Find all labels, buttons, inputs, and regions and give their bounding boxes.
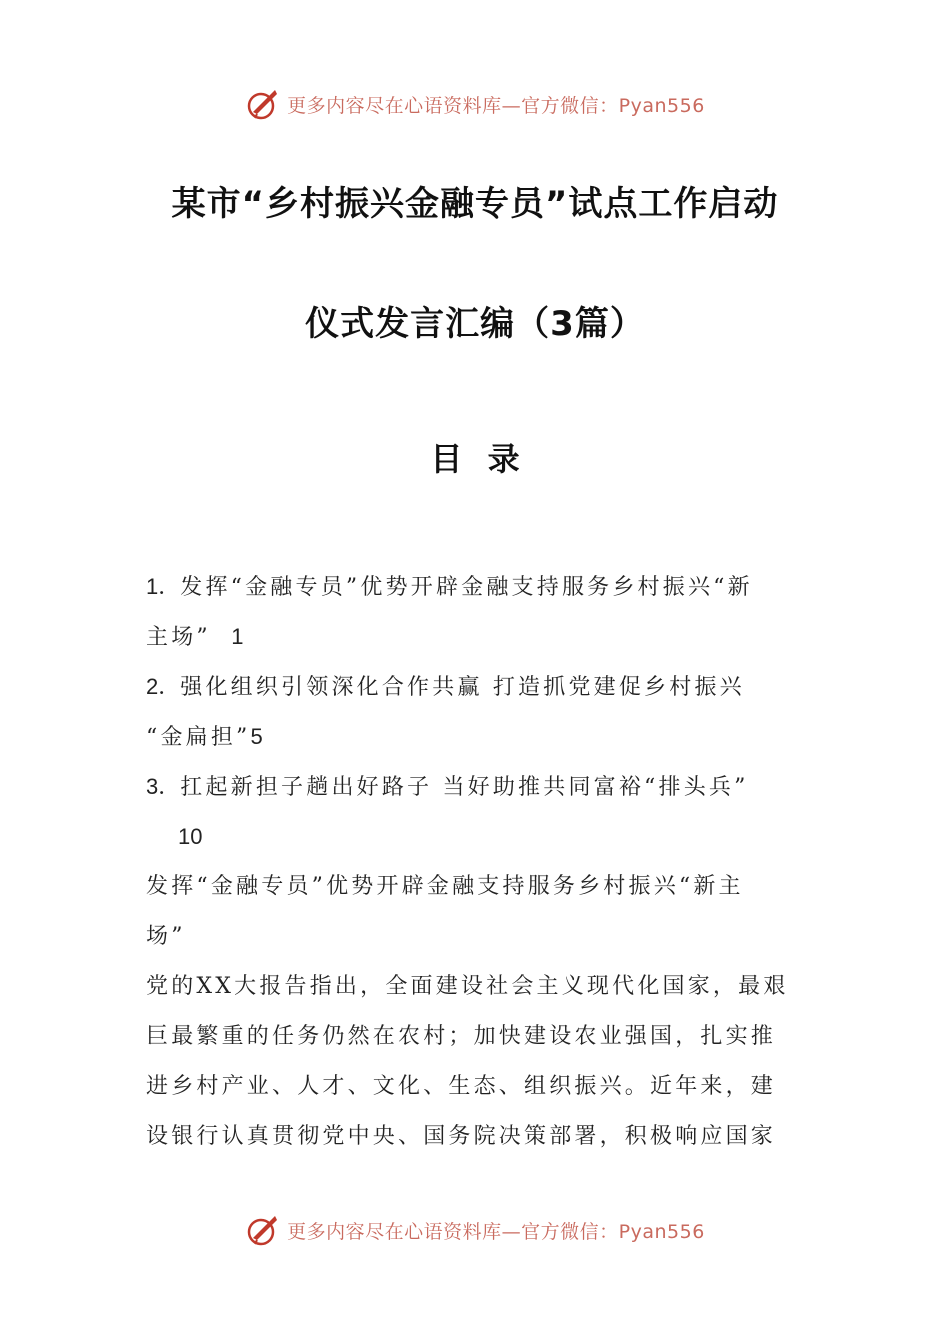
toc-item-1-cont	[146, 612, 806, 662]
quill-logo-icon	[245, 1212, 281, 1248]
toc-item-title-cont: 主场”	[146, 625, 211, 650]
article-title-line-1: 发挥“金融专员”优势开辟金融支持服务乡村振兴“新主	[146, 874, 744, 899]
toc-item-title: 扛起新担子趟出好路子 当好助推共同富裕“排头兵”	[180, 775, 749, 800]
watermark-header	[0, 84, 950, 124]
toc-item-number: 3．	[146, 774, 181, 799]
toc-item-title: 发挥“金融专员”优势开辟金融支持服务乡村振兴“新	[180, 575, 753, 600]
watermark-text: 更多内容尽在心语资料库—官方微信：Pyan556	[287, 1220, 705, 1243]
toc-item-page: 1	[231, 624, 244, 649]
toc-item-page: 10	[178, 824, 203, 849]
toc-item-3	[146, 762, 806, 812]
article-body-line-1: 党的XX大报告指出，全面建设社会主义现代化国家，最艰	[146, 974, 789, 999]
watermark-wechat-id: Pyan556	[618, 1220, 705, 1243]
article-body-line-2: 巨最繁重的任务仍然在农村；加快建设农业强国，扎实推	[146, 1024, 777, 1049]
toc-item-2-cont	[146, 712, 806, 762]
toc-item-number: 1．	[146, 574, 181, 599]
watermark-wechat-id: Pyan556	[618, 94, 705, 117]
article-body-line-3: 进乡村产业、人才、文化、生态、组织振兴。近年来，建	[146, 1074, 777, 1099]
toc-heading: 目 录	[430, 440, 520, 478]
toc-item-3-cont	[146, 812, 806, 862]
toc-list	[146, 562, 806, 862]
quill-logo-icon	[245, 86, 281, 122]
article	[146, 862, 806, 1162]
toc-item-page: 5	[250, 724, 263, 749]
watermark-footer	[0, 1210, 950, 1250]
toc-item-2	[146, 662, 806, 712]
article-body-line-4: 设银行认真贯彻党中央、国务院决策部署，积极响应国家	[146, 1124, 777, 1149]
document-title-line-2: 仪式发言汇编（3篇）	[305, 304, 645, 344]
article-title-line-2: 场”	[146, 924, 186, 949]
toc-item-number: 2．	[146, 674, 181, 699]
toc-item-title-cont: “金扁担”	[146, 725, 251, 750]
watermark-text: 更多内容尽在心语资料库—官方微信：Pyan556	[287, 94, 705, 117]
toc-item-1	[146, 562, 806, 612]
toc-item-title: 强化组织引领深化合作共赢 打造抓党建促乡村振兴	[180, 675, 745, 700]
document-title-line-1: 某市“乡村振兴金融专员”试点工作启动	[171, 184, 779, 224]
